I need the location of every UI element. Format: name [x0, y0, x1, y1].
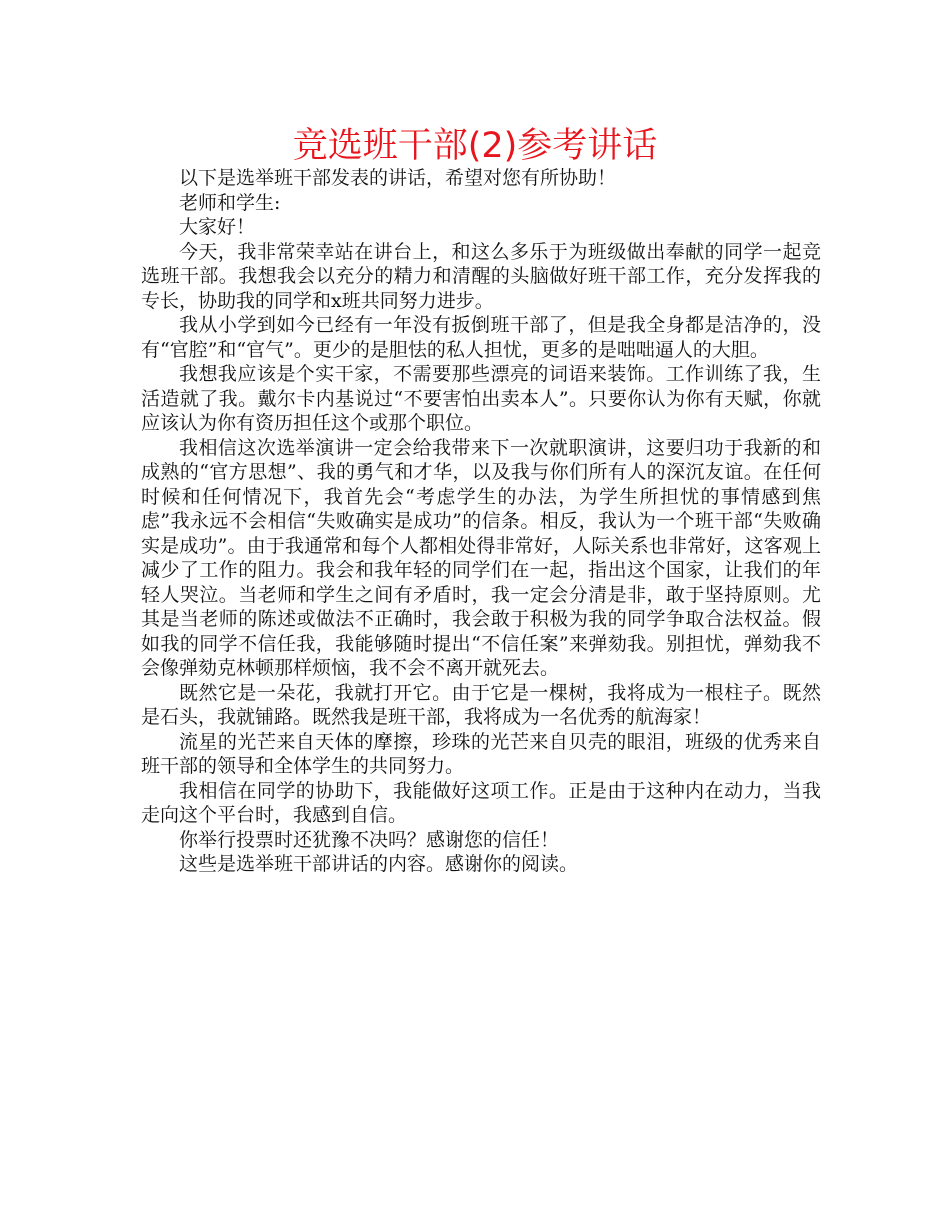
paragraph-body: 今天，我非常荣幸站在讲台上，和这么多乐于为班级做出奉献的同学一起竞选班干部。我想我会以充分的精力和清醒的头脑做好班干部工作，充分发挥我的专长，协助我的同学和x班共同努力进步。: [141, 240, 821, 312]
document-title: 竞选班干部(2)参考讲话: [292, 126, 658, 166]
paragraph-body: 我相信在同学的协助下，我能做好这项工作。正是由于这种内在动力，当我走向这个平台时，我感到自信。: [141, 779, 821, 826]
paragraph-salutation: 老师和学生:: [179, 191, 281, 214]
paragraph-intro: 以下是选举班干部发表的讲话，希望对您有所协助！: [179, 167, 617, 189]
paragraph-body: 我从小学到如今已经有一年没有扳倒班干部了，但是我全身都是洁净的，没有“官腔”和“官气”。更少的是胆怯的私人担忧，更多的是咄咄逼人的大胆。: [141, 314, 821, 361]
paragraph-body: 既然它是一朵花，我就打开它。由于它是一棵树，我将成为一根柱子。既然是石头，我就铺路。既然我是班干部，我将成为一名优秀的航海家！: [141, 681, 821, 728]
paragraph-closing: 你举行投票时还犹豫不决吗？感谢您的信任！: [179, 828, 560, 851]
paragraph-body: 我相信这次选举演讲一定会给我带来下一次就职演讲，这要归功于我新的和成熟的“官方思想”、我的勇气和才华，以及我与你们所有人的深沉友谊。在任何时候和任何情况下，我首先会“考虑学生的办法，为学生所担忧的事情感到焦虑”我永远不会相信“失败确实是成功”的信条。相反，我认为一个班干部“失败确实是成功”。由于我通常和每个人都相处得非常好，人际关系也非常好，这客观上减少了工作的阻力。我会和我年轻的同学们在一起，指出这个国家，让我们的年轻人哭泣。当老师和学生之间有矛盾时，我一定会分清是非，敢于坚持原则。尤其是当老师的陈述或做法不正确时，我会敢于积极为我的同学争取合法权益。假如我的同学不信任我，我能够随时提出“不信任案”来弹劾我。别担忧，弹劾我不会像弹劾克林顿那样烦恼，我不会不离开就死去。: [141, 436, 821, 679]
paragraph-greeting: 大家好！: [179, 216, 256, 238]
paragraph-body: 我想我应该是个实干家，不需要那些漂亮的词语来装饰。工作训练了我，生活造就了我。戴尔卡内基说过“不要害怕出卖本人”。只要你认为你有天赋，你就应该认为你有资历担任这个或那个职位。: [141, 363, 821, 434]
paragraph-closing: 这些是选举班干部讲话的内容。感谢你的阅读。: [179, 853, 579, 875]
document-body: [141, 166, 821, 877]
paragraph-body: 流星的光芒来自天体的摩擦，珍珠的光芒来自贝壳的眼泪，班级的优秀来自班干部的领导和全体学生的共同努力。: [141, 730, 821, 777]
